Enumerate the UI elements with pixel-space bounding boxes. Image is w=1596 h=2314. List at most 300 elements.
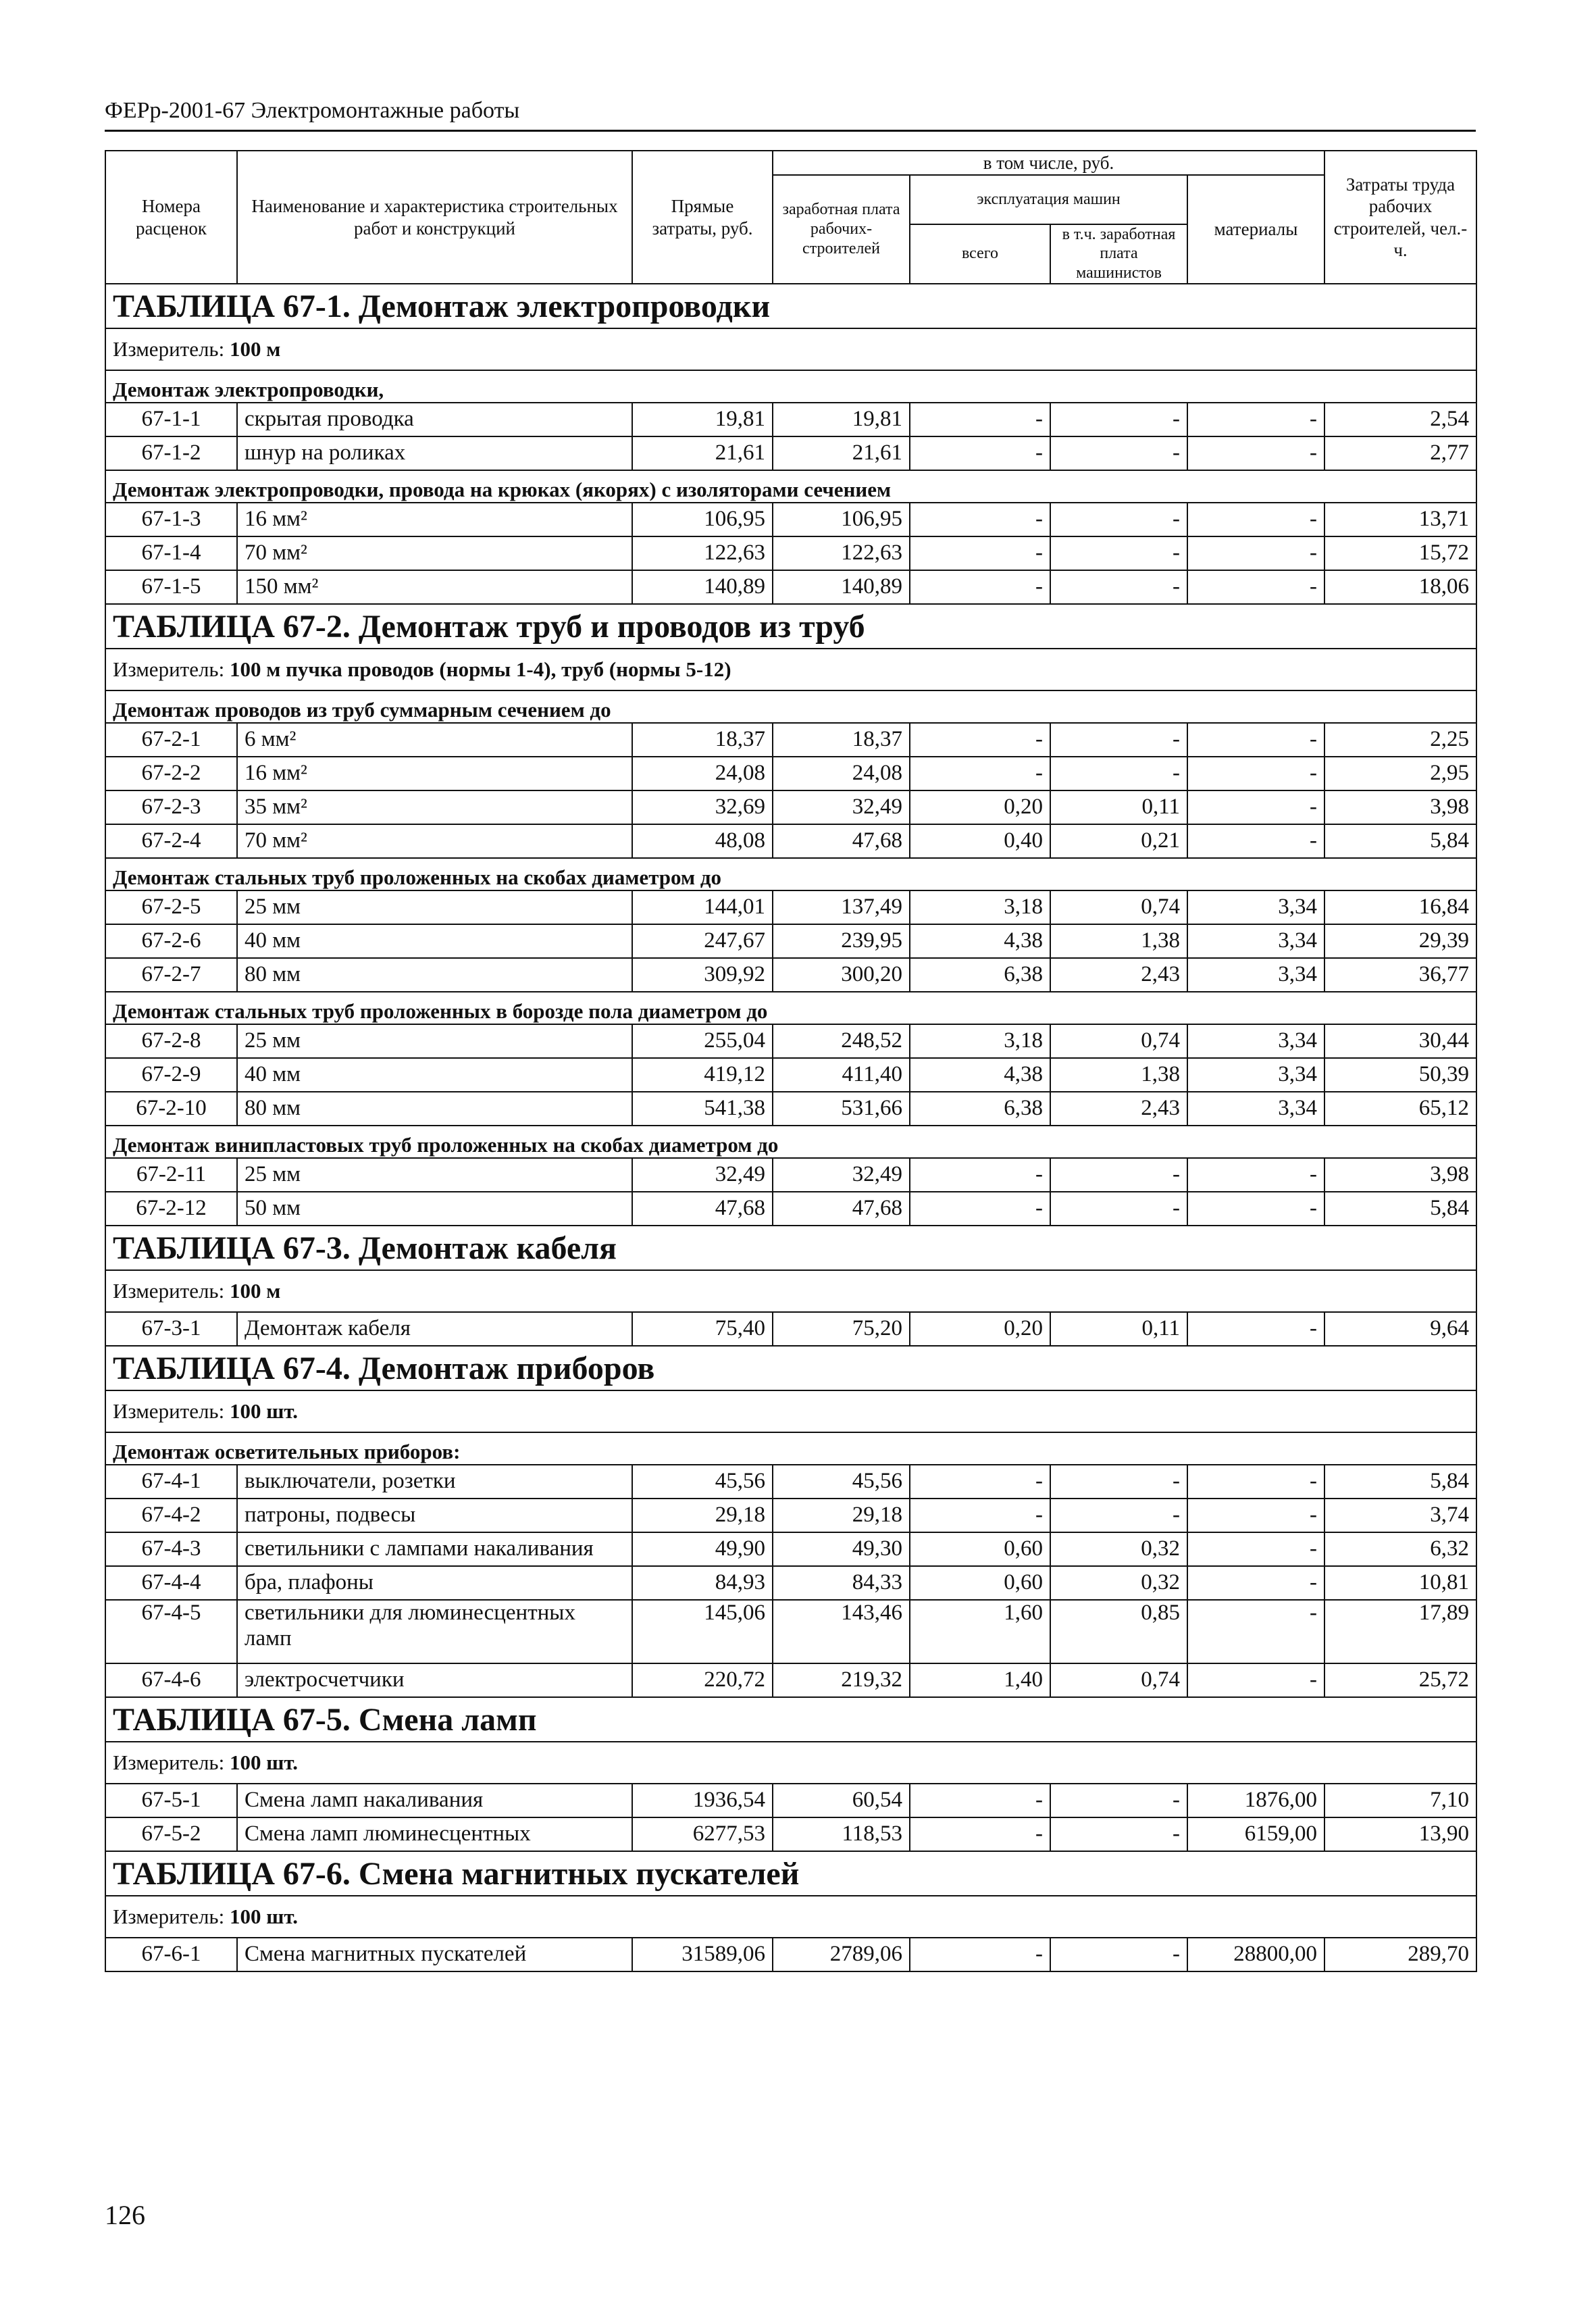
cell-materials: 3,34 [1187, 958, 1324, 992]
cell-wage: 140,89 [773, 570, 910, 604]
cell-wage: 248,52 [773, 1024, 910, 1058]
cell-materials: 1876,00 [1187, 1784, 1324, 1817]
cell-name: выключатели, розетки [237, 1465, 632, 1499]
cell-labor: 15,72 [1324, 536, 1476, 570]
table-row [105, 1938, 1476, 1971]
cell-wage: 24,08 [773, 757, 910, 790]
cell-code: 67-1-4 [105, 536, 237, 570]
cell-name: 16 мм² [237, 757, 632, 790]
group-title-row [105, 1126, 1476, 1158]
group-title: Демонтаж проводов из труб суммарным сечением до [105, 690, 1476, 723]
cell-materials: - [1187, 436, 1324, 470]
table-row [105, 536, 1476, 570]
cell-name: шнур на роликах [237, 436, 632, 470]
cell-labor: 17,89 [1324, 1600, 1476, 1663]
table-row [105, 1192, 1476, 1226]
cell-direct: 220,72 [632, 1663, 773, 1697]
cell-name: скрытая проводка [237, 403, 632, 436]
cell-mach-total: 0,20 [910, 1312, 1050, 1346]
cell-mach-total: 6,38 [910, 1092, 1050, 1126]
cell-materials: - [1187, 503, 1324, 536]
cell-mach-wage: 1,38 [1050, 1058, 1187, 1092]
cell-wage: 137,49 [773, 890, 910, 924]
cell-wage: 19,81 [773, 403, 910, 436]
cell-mach-total: - [910, 436, 1050, 470]
cell-materials: 6159,00 [1187, 1817, 1324, 1851]
cell-materials: - [1187, 1192, 1324, 1226]
cell-mach-total: 0,40 [910, 824, 1050, 858]
section-title: ТАБЛИЦА 67-4. Демонтаж приборов [105, 1346, 1476, 1390]
cell-mach-wage: - [1050, 723, 1187, 757]
cell-labor: 5,84 [1324, 824, 1476, 858]
measure-label: Измеритель: [113, 337, 225, 361]
cell-mach-total: - [910, 1784, 1050, 1817]
measure-value: 100 шт. [229, 1751, 299, 1774]
cell-wage: 118,53 [773, 1817, 910, 1851]
cell-mach-total: - [910, 536, 1050, 570]
col-name-header: Наименование и характеристика строительных работ и конструкций [237, 151, 632, 284]
table-row [105, 1817, 1476, 1851]
cell-name: 50 мм [237, 1192, 632, 1226]
cell-wage: 18,37 [773, 723, 910, 757]
cell-direct: 45,56 [632, 1465, 773, 1499]
cell-name: 25 мм [237, 1158, 632, 1192]
cell-labor: 30,44 [1324, 1024, 1476, 1058]
cell-code: 67-1-1 [105, 403, 237, 436]
cell-direct: 6277,53 [632, 1817, 773, 1851]
cell-materials: - [1187, 1465, 1324, 1499]
cell-wage: 143,46 [773, 1600, 910, 1663]
cell-materials: - [1187, 1600, 1324, 1663]
table-row [105, 1024, 1476, 1058]
cell-code: 67-4-5 [105, 1600, 237, 1663]
cell-mach-wage: 2,43 [1050, 958, 1187, 992]
cell-mach-total: 0,60 [910, 1532, 1050, 1566]
table-row [105, 890, 1476, 924]
measure-row [105, 328, 1476, 370]
cell-mach-total: 4,38 [910, 1058, 1050, 1092]
cell-mach-total: 0,60 [910, 1566, 1050, 1600]
cell-mach-total: - [910, 1938, 1050, 1971]
cell-direct: 47,68 [632, 1192, 773, 1226]
cell-code: 67-4-6 [105, 1663, 237, 1697]
cell-wage: 29,18 [773, 1499, 910, 1532]
cell-wage: 84,33 [773, 1566, 910, 1600]
cell-direct: 255,04 [632, 1024, 773, 1058]
measure-cell [105, 1270, 1476, 1312]
table-row [105, 1566, 1476, 1600]
cell-labor: 18,06 [1324, 570, 1476, 604]
cell-materials: - [1187, 723, 1324, 757]
cell-direct: 32,49 [632, 1158, 773, 1192]
group-title-row [105, 1432, 1476, 1465]
table-row [105, 924, 1476, 958]
cell-name: 16 мм² [237, 503, 632, 536]
cell-wage: 531,66 [773, 1092, 910, 1126]
cell-direct: 24,08 [632, 757, 773, 790]
cell-wage: 60,54 [773, 1784, 910, 1817]
cell-materials: 28800,00 [1187, 1938, 1324, 1971]
table-row [105, 570, 1476, 604]
cell-code: 67-2-11 [105, 1158, 237, 1192]
cell-name: 80 мм [237, 958, 632, 992]
cell-materials: 3,34 [1187, 1058, 1324, 1092]
cell-mach-total: 4,38 [910, 924, 1050, 958]
cell-labor: 50,39 [1324, 1058, 1476, 1092]
cell-mach-total: 1,60 [910, 1600, 1050, 1663]
group-title-row [105, 370, 1476, 403]
cell-mach-total: - [910, 403, 1050, 436]
cell-name: Демонтаж кабеля [237, 1312, 632, 1346]
cell-mach-total: - [910, 1465, 1050, 1499]
measure-value: 100 м пучка проводов (нормы 1-4), труб (нормы 5-12) [229, 657, 731, 681]
cell-direct: 49,90 [632, 1532, 773, 1566]
cell-mach-wage: 0,32 [1050, 1566, 1187, 1600]
cell-materials: - [1187, 757, 1324, 790]
cell-labor: 3,98 [1324, 790, 1476, 824]
cell-mach-total: - [910, 1499, 1050, 1532]
price-table [105, 150, 1477, 1972]
cell-name: 25 мм [237, 890, 632, 924]
cell-code: 67-2-6 [105, 924, 237, 958]
cell-name: 40 мм [237, 1058, 632, 1092]
cell-materials: - [1187, 1566, 1324, 1600]
measure-label: Измеритель: [113, 657, 225, 681]
table-row [105, 1158, 1476, 1192]
cell-mach-wage: - [1050, 1192, 1187, 1226]
cell-mach-wage: 0,11 [1050, 790, 1187, 824]
table-row [105, 436, 1476, 470]
cell-name: 40 мм [237, 924, 632, 958]
cell-wage: 75,20 [773, 1312, 910, 1346]
cell-mach-total: 3,18 [910, 1024, 1050, 1058]
cell-wage: 49,30 [773, 1532, 910, 1566]
cell-direct: 145,06 [632, 1600, 773, 1663]
cell-direct: 140,89 [632, 570, 773, 604]
cell-labor: 3,98 [1324, 1158, 1476, 1192]
cell-direct: 21,61 [632, 436, 773, 470]
cell-labor: 65,12 [1324, 1092, 1476, 1126]
cell-name: электросчетчики [237, 1663, 632, 1697]
cell-labor: 13,90 [1324, 1817, 1476, 1851]
cell-mach-wage: 0,85 [1050, 1600, 1187, 1663]
table-row [105, 1532, 1476, 1566]
cell-mach-total: - [910, 757, 1050, 790]
cell-wage: 32,49 [773, 790, 910, 824]
cell-direct: 247,67 [632, 924, 773, 958]
cell-mach-wage: 0,74 [1050, 1024, 1187, 1058]
cell-wage: 122,63 [773, 536, 910, 570]
cell-labor: 2,77 [1324, 436, 1476, 470]
cell-code: 67-5-1 [105, 1784, 237, 1817]
group-title: Демонтаж стальных труб проложенных на скобах диаметром до [105, 858, 1476, 890]
cell-name: светильники для люминесцентных ламп [237, 1600, 632, 1663]
cell-mach-total: 0,20 [910, 790, 1050, 824]
cell-direct: 541,38 [632, 1092, 773, 1126]
section-title: ТАБЛИЦА 67-5. Смена ламп [105, 1697, 1476, 1742]
cell-mach-total: 6,38 [910, 958, 1050, 992]
cell-name: 70 мм² [237, 824, 632, 858]
cell-labor: 2,25 [1324, 723, 1476, 757]
measure-label: Измеритель: [113, 1751, 225, 1774]
measure-row [105, 1896, 1476, 1938]
cell-wage: 239,95 [773, 924, 910, 958]
cell-mach-wage: 0,11 [1050, 1312, 1187, 1346]
cell-wage: 300,20 [773, 958, 910, 992]
section-title-row [105, 1226, 1476, 1270]
cell-direct: 144,01 [632, 890, 773, 924]
table-row [105, 1784, 1476, 1817]
cell-labor: 5,84 [1324, 1192, 1476, 1226]
cell-mach-wage: 0,74 [1050, 890, 1187, 924]
section-title: ТАБЛИЦА 67-1. Демонтаж электропроводки [105, 284, 1476, 328]
cell-name: 35 мм² [237, 790, 632, 824]
table-row [105, 1499, 1476, 1532]
group-title: Демонтаж электропроводки, [105, 370, 1476, 403]
cell-mach-wage: - [1050, 757, 1187, 790]
cell-code: 67-4-2 [105, 1499, 237, 1532]
cell-mach-wage: - [1050, 1465, 1187, 1499]
table-row [105, 1092, 1476, 1126]
cell-materials: 3,34 [1187, 1092, 1324, 1126]
col-mach-wage-header: в т.ч. заработная плата машинистов [1050, 224, 1187, 284]
cell-name: 70 мм² [237, 536, 632, 570]
col-materials-header: материалы [1187, 175, 1324, 284]
cell-mach-wage: - [1050, 1817, 1187, 1851]
col-direct-header: Прямые затраты, руб. [632, 151, 773, 284]
cell-wage: 47,68 [773, 824, 910, 858]
cell-name: 25 мм [237, 1024, 632, 1058]
section-title-row [105, 1697, 1476, 1742]
table-row [105, 403, 1476, 436]
cell-code: 67-4-4 [105, 1566, 237, 1600]
cell-mach-wage: - [1050, 1158, 1187, 1192]
col-incl-header: в том числе, руб. [773, 151, 1324, 175]
section-title-row [105, 1851, 1476, 1896]
cell-materials: - [1187, 403, 1324, 436]
cell-code: 67-2-5 [105, 890, 237, 924]
section-title: ТАБЛИЦА 67-3. Демонтаж кабеля [105, 1226, 1476, 1270]
cell-code: 67-1-5 [105, 570, 237, 604]
cell-direct: 48,08 [632, 824, 773, 858]
table-row [105, 723, 1476, 757]
cell-labor: 10,81 [1324, 1566, 1476, 1600]
cell-mach-total: - [910, 570, 1050, 604]
cell-mach-wage: - [1050, 436, 1187, 470]
measure-value: 100 шт. [229, 1905, 299, 1928]
cell-code: 67-2-7 [105, 958, 237, 992]
measure-cell [105, 649, 1476, 690]
cell-mach-total: - [910, 503, 1050, 536]
cell-mach-wage: - [1050, 536, 1187, 570]
cell-mach-wage: - [1050, 1784, 1187, 1817]
measure-cell [105, 1390, 1476, 1432]
measure-row [105, 1742, 1476, 1784]
cell-labor: 29,39 [1324, 924, 1476, 958]
cell-labor: 9,64 [1324, 1312, 1476, 1346]
measure-row [105, 1270, 1476, 1312]
cell-name: 80 мм [237, 1092, 632, 1126]
table-row [105, 1465, 1476, 1499]
cell-code: 67-2-10 [105, 1092, 237, 1126]
cell-direct: 75,40 [632, 1312, 773, 1346]
cell-materials: - [1187, 1499, 1324, 1532]
measure-value: 100 шт. [229, 1399, 299, 1423]
cell-wage: 219,32 [773, 1663, 910, 1697]
cell-name: Смена ламп накаливания [237, 1784, 632, 1817]
cell-code: 67-4-1 [105, 1465, 237, 1499]
cell-labor: 2,95 [1324, 757, 1476, 790]
cell-code: 67-2-4 [105, 824, 237, 858]
cell-direct: 84,93 [632, 1566, 773, 1600]
cell-code: 67-1-3 [105, 503, 237, 536]
cell-code: 67-4-3 [105, 1532, 237, 1566]
table-body [105, 284, 1476, 1971]
cell-wage: 2789,06 [773, 1938, 910, 1971]
cell-labor: 6,32 [1324, 1532, 1476, 1566]
cell-code: 67-2-1 [105, 723, 237, 757]
cell-wage: 411,40 [773, 1058, 910, 1092]
cell-direct: 31589,06 [632, 1938, 773, 1971]
table-row [105, 1663, 1476, 1697]
measure-row [105, 649, 1476, 690]
cell-direct: 18,37 [632, 723, 773, 757]
cell-mach-wage: - [1050, 570, 1187, 604]
cell-materials: - [1187, 1663, 1324, 1697]
cell-materials: 3,34 [1187, 924, 1324, 958]
cell-mach-total: - [910, 1192, 1050, 1226]
table-row [105, 1600, 1476, 1663]
cell-direct: 19,81 [632, 403, 773, 436]
cell-code: 67-2-12 [105, 1192, 237, 1226]
col-wage-header: заработная плата рабочих-строителей [773, 175, 910, 284]
measure-cell [105, 328, 1476, 370]
header-rule [105, 130, 1476, 132]
cell-materials: - [1187, 1532, 1324, 1566]
cell-name: 6 мм² [237, 723, 632, 757]
cell-name: светильники с лампами накаливания [237, 1532, 632, 1566]
group-title-row [105, 470, 1476, 503]
table-row [105, 824, 1476, 858]
cell-code: 67-2-3 [105, 790, 237, 824]
cell-direct: 106,95 [632, 503, 773, 536]
group-title: Демонтаж винипластовых труб проложенных на скобах диаметром до [105, 1126, 1476, 1158]
cell-name: 150 мм² [237, 570, 632, 604]
measure-value: 100 м [229, 1279, 281, 1303]
cell-labor: 36,77 [1324, 958, 1476, 992]
cell-materials: - [1187, 824, 1324, 858]
cell-wage: 47,68 [773, 1192, 910, 1226]
measure-value: 100 м [229, 337, 281, 361]
cell-materials: - [1187, 790, 1324, 824]
page-header: ФЕРр-2001-67 Электромонтажные работы [105, 98, 520, 123]
cell-labor: 13,71 [1324, 503, 1476, 536]
cell-mach-wage: - [1050, 503, 1187, 536]
cell-direct: 419,12 [632, 1058, 773, 1092]
group-title-row [105, 690, 1476, 723]
group-title: Демонтаж осветительных приборов: [105, 1432, 1476, 1465]
cell-mach-wage: 2,43 [1050, 1092, 1187, 1126]
cell-wage: 21,61 [773, 436, 910, 470]
cell-labor: 2,54 [1324, 403, 1476, 436]
cell-materials: 3,34 [1187, 1024, 1324, 1058]
col-labor-header: Затраты труда рабочих строителей, чел.-ч. [1324, 151, 1476, 284]
cell-mach-total: 1,40 [910, 1663, 1050, 1697]
cell-code: 67-1-2 [105, 436, 237, 470]
cell-mach-wage: 0,21 [1050, 824, 1187, 858]
cell-mach-total: 3,18 [910, 890, 1050, 924]
table-row [105, 757, 1476, 790]
cell-labor: 16,84 [1324, 890, 1476, 924]
cell-direct: 122,63 [632, 536, 773, 570]
table-row [105, 790, 1476, 824]
cell-direct: 1936,54 [632, 1784, 773, 1817]
group-title: Демонтаж стальных труб проложенных в борозде пола диаметром до [105, 992, 1476, 1024]
cell-mach-total: - [910, 723, 1050, 757]
cell-direct: 29,18 [632, 1499, 773, 1532]
cell-mach-wage: - [1050, 1938, 1187, 1971]
cell-mach-total: - [910, 1817, 1050, 1851]
cell-labor: 25,72 [1324, 1663, 1476, 1697]
measure-cell [105, 1896, 1476, 1938]
cell-mach-wage: 0,74 [1050, 1663, 1187, 1697]
col-mach-total-header: всего [910, 224, 1050, 284]
cell-wage: 106,95 [773, 503, 910, 536]
cell-code: 67-2-2 [105, 757, 237, 790]
col-code-header: Номера расценок [105, 151, 237, 284]
cell-wage: 32,49 [773, 1158, 910, 1192]
measure-label: Измеритель: [113, 1399, 225, 1423]
section-title: ТАБЛИЦА 67-2. Демонтаж труб и проводов из труб [105, 604, 1476, 649]
cell-materials: - [1187, 536, 1324, 570]
table-row [105, 958, 1476, 992]
cell-mach-total: - [910, 1158, 1050, 1192]
cell-materials: - [1187, 1158, 1324, 1192]
cell-mach-wage: 1,38 [1050, 924, 1187, 958]
cell-code: 67-3-1 [105, 1312, 237, 1346]
section-title-row [105, 1346, 1476, 1390]
cell-mach-wage: 0,32 [1050, 1532, 1187, 1566]
page-number: 126 [105, 2200, 145, 2230]
cell-name: Смена ламп люминесцентных [237, 1817, 632, 1851]
cell-name: бра, плафоны [237, 1566, 632, 1600]
cell-name: Смена магнитных пускателей [237, 1938, 632, 1971]
group-title-row [105, 858, 1476, 890]
cell-code: 67-2-8 [105, 1024, 237, 1058]
group-title: Демонтаж электропроводки, провода на крюках (якорях) с изоляторами сечением [105, 470, 1476, 503]
cell-labor: 7,10 [1324, 1784, 1476, 1817]
section-title-row [105, 604, 1476, 649]
cell-code: 67-2-9 [105, 1058, 237, 1092]
cell-labor: 5,84 [1324, 1465, 1476, 1499]
cell-labor: 289,70 [1324, 1938, 1476, 1971]
section-title: ТАБЛИЦА 67-6. Смена магнитных пускателей [105, 1851, 1476, 1896]
cell-direct: 309,92 [632, 958, 773, 992]
cell-code: 67-6-1 [105, 1938, 237, 1971]
measure-label: Измеритель: [113, 1279, 225, 1303]
cell-materials: - [1187, 570, 1324, 604]
table-header [105, 151, 1476, 284]
cell-labor: 3,74 [1324, 1499, 1476, 1532]
table-row [105, 1312, 1476, 1346]
cell-mach-wage: - [1050, 1499, 1187, 1532]
table-row [105, 1058, 1476, 1092]
cell-wage: 45,56 [773, 1465, 910, 1499]
cell-code: 67-5-2 [105, 1817, 237, 1851]
measure-row [105, 1390, 1476, 1432]
cell-mach-wage: - [1050, 403, 1187, 436]
section-title-row [105, 284, 1476, 328]
